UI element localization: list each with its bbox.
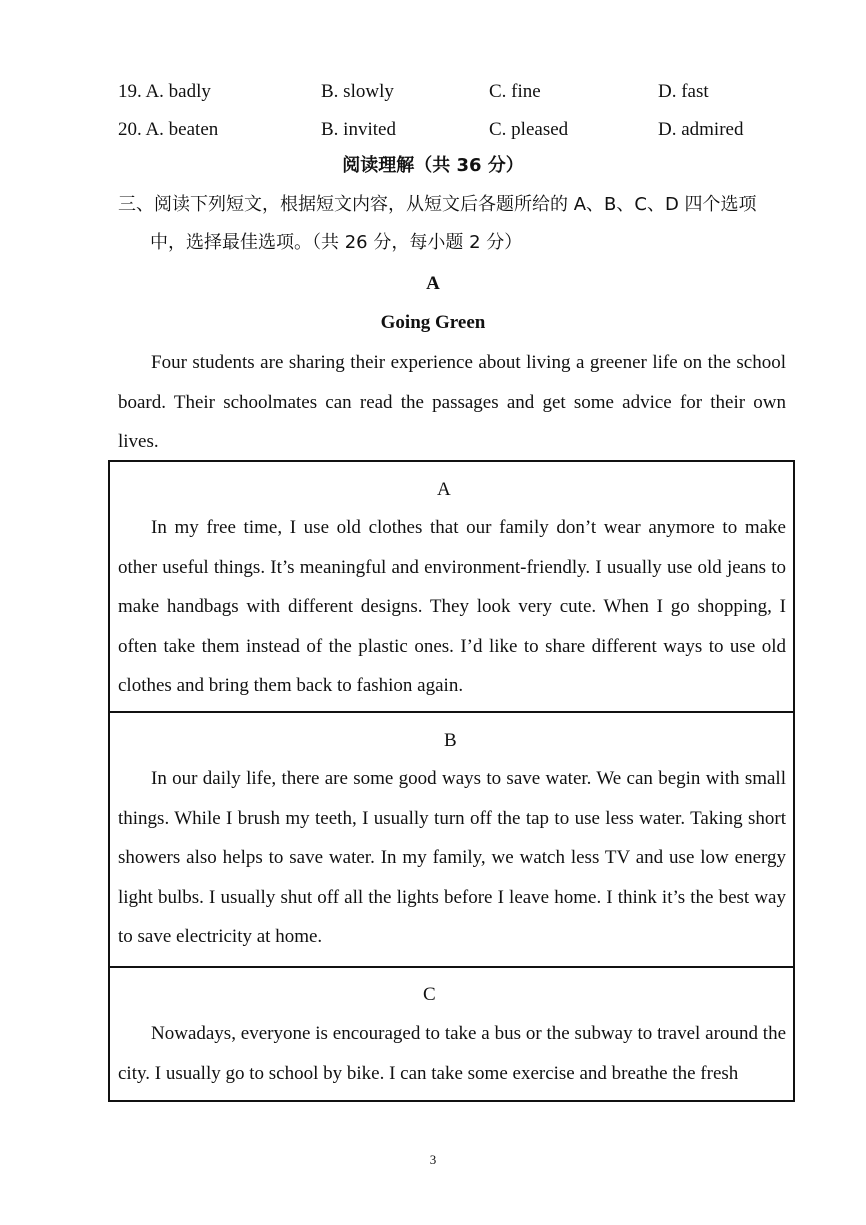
passage-title: Going Green bbox=[380, 312, 486, 333]
page-number: 3 bbox=[429, 1152, 437, 1167]
section-c-text: Nowadays, everyone is encouraged to take a bus or the subway to travel around the city. I usually go to school by bike. I can take some exercise and breathe the fresh bbox=[118, 1023, 786, 1084]
passage-letter: A bbox=[426, 273, 440, 294]
question-20-option-c: C. pleased bbox=[489, 119, 569, 140]
question-19-option-c: C. fine bbox=[489, 81, 541, 102]
question-19-option-b: B. slowly bbox=[321, 81, 394, 102]
question-19-option-a: 19. A. badly bbox=[118, 81, 211, 102]
question-19-option-d: D. fast bbox=[658, 81, 709, 102]
instructions-line-2: 中，选择最佳选项。（共 26 分，每小题 2 分） bbox=[150, 232, 523, 253]
section-b-label: B bbox=[444, 730, 457, 751]
passage-intro: Four students are sharing their experience about living a greener life on the school board. Their schoolmates can read the passages and get some advice for their own lives. bbox=[118, 352, 786, 452]
question-20-option-b: B. invited bbox=[321, 119, 396, 140]
section-b-text: In our daily life, there are some good ways to save water. We can begin with small things. While I brush my teeth, I usually turn off the tap to use less water. Taking short showers also helps to save water. In my family, we watch less TV and use low energy light bulbs. I usually shut off all the lights before I leave home. I think it’s the best way to save electricity at home. bbox=[118, 768, 786, 947]
question-20-option-a: 20. A. beaten bbox=[118, 119, 219, 140]
instructions-line-1: 三、阅读下列短文，根据短文内容，从短文后各题所给的 A、B、C、D 四个选项 bbox=[118, 194, 757, 215]
section-a-text: In my free time, I use old clothes that our family don’t wear anymore to make other useful things. It’s meaningful and environment-friendly. I usually use old jeans to make handbags with different designs. They look very cute. When I go shopping, I often take them instead of the plastic ones. I’d like to share different ways to use old clothes and bring them back to fashion again. bbox=[118, 517, 786, 696]
section-c-label: C bbox=[423, 984, 436, 1005]
question-20-option-d: D. admired bbox=[658, 119, 744, 140]
box-divider-2 bbox=[108, 966, 795, 968]
section-a-label: A bbox=[437, 479, 451, 500]
box-divider-1 bbox=[108, 711, 795, 713]
section-heading: 阅读理解（共 36 分） bbox=[342, 155, 524, 176]
